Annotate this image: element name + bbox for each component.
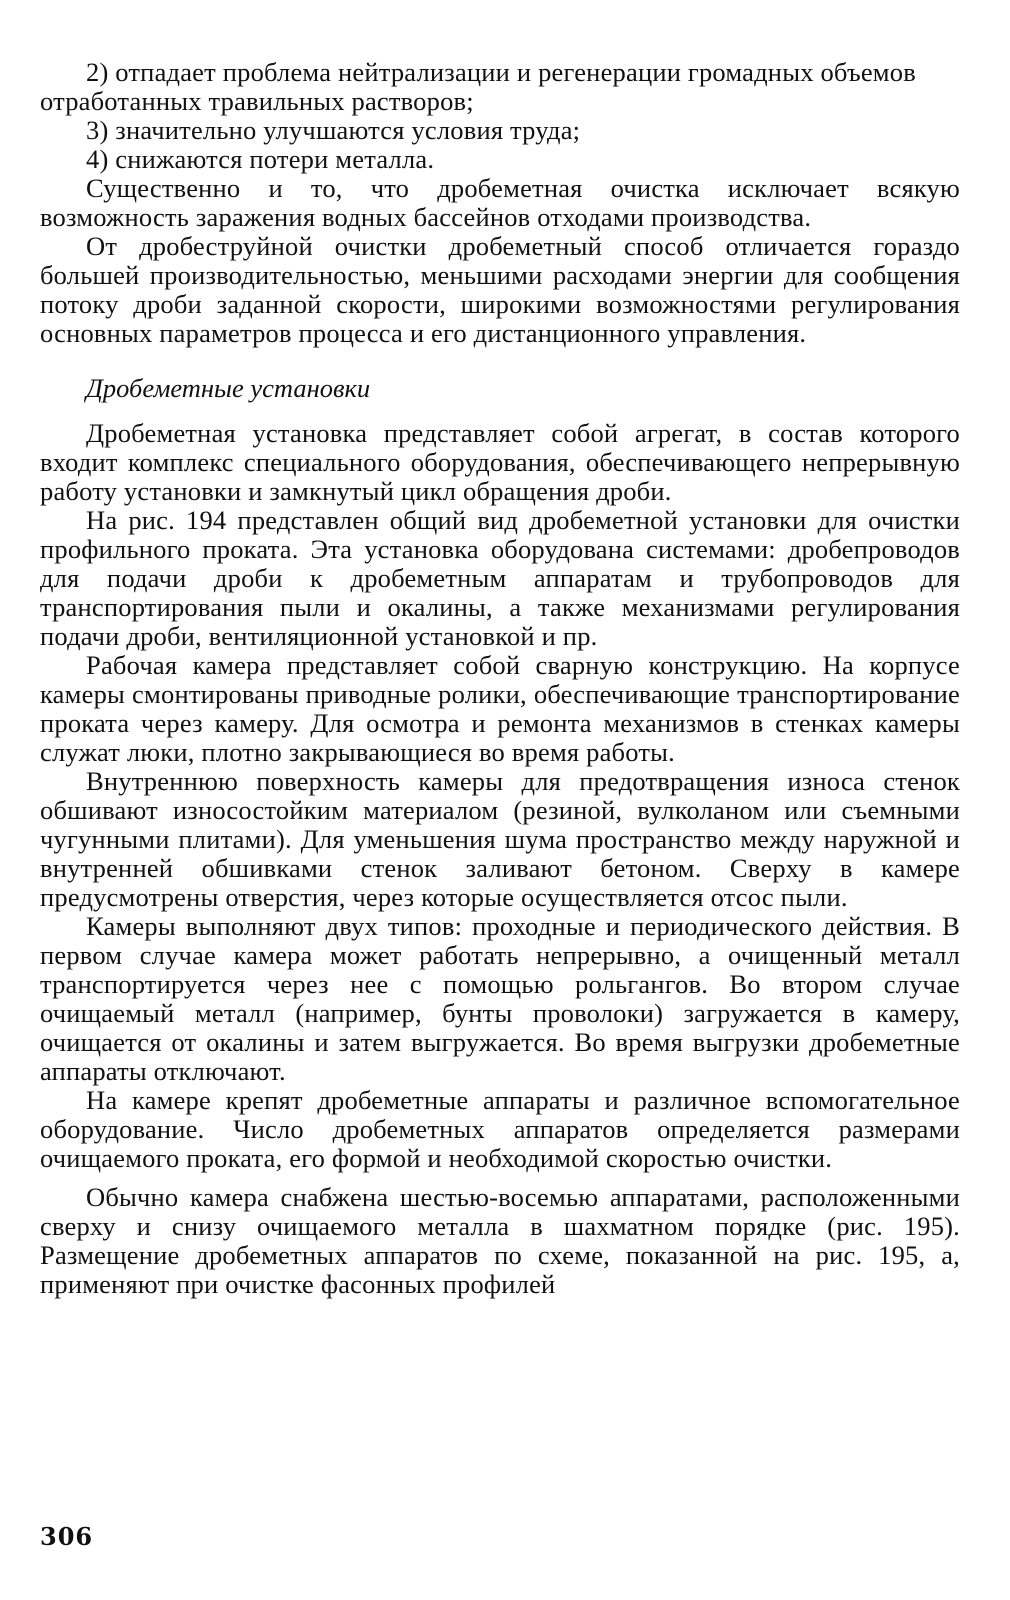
paragraph-equipment: На камере крепят дробеметные аппараты и различное вспомогательное оборудование. Число дробеметных аппаратов определяется размерами очищаемого проката, его формой и необходимой скоростью очистки. [40, 1085, 960, 1173]
page-body [40, 58, 960, 1538]
page-number: 306 [40, 1522, 94, 1551]
paragraph-pollution: Существенно и то, что дробеметная очистка исключает всякую возможность заражения водных бассейнов отходами производства. [40, 173, 960, 232]
paragraph-comparison: От дробеструйной очистки дробеметный способ отличается гораздо большей производительностью, меньшими расходами энергии для сообщения потоку дроби заданной скорости, широкими возможностями регулирования основных параметров процесса и его дистанционного управления. [40, 231, 960, 348]
paragraph-figure-194: На рис. 194 представлен общий вид дробеметной установки для очистки профильного проката. Эта установка оборудована системами: дробепроводов для подачи дроби к дробеметным аппаратам и трубопроводов для транспортирования пыли и окалины, а также механизмами регулирования подачи дроби, вентиляционной установкой и пр. [40, 505, 960, 651]
paragraph-arrangement: Обычно камера снабжена шестью-восемью аппаратами, расположенными сверху и снизу очищаемого металла в шахматном порядке (рис. 195). Размещение дробеметных аппаратов по схеме, показанной на рис. 195, а, применяют при очистке фасонных профилей [40, 1182, 960, 1299]
paragraph-chamber-types: Камеры выполняют двух типов: проходные и периодического действия. В первом случае камера может работать непрерывно, а очищенный металл транспортируется через нее с помощью рольгангов. Во втором случае очищаемый металл (например, бунты проволоки) загружается в камеру, очищается от окалины и затем выгружается. Во время выгрузки дробеметные аппараты отключают. [40, 911, 960, 1086]
paragraph-inner-surface: Внутреннюю поверхность камеры для предотвращения износа стенок обшивают износостойким материалом (резиной, вулколаном или съемными чугунными плитами). Для уменьшения шума пространство между наружной и внутренней обшивками стенок заливают бетоном. Сверху в камере предусмотрены отверстия, через которые осуществляется отсос пыли. [40, 766, 960, 912]
section-heading: Дробеметные установки [86, 373, 371, 403]
paragraph-working-chamber: Рабочая камера представляет собой сварную конструкцию. На корпусе камеры смонтированы приводные ролики, обеспечивающие транспортирование проката через камеру. Для осмотра и ремонта механизмов в стенках камеры служат люки, плотно закрывающиеся во время работы. [40, 650, 960, 767]
list-item-2: 2) отпадает проблема нейтрализации и регенерации громадных объемов отработанных травильных растворов; [40, 57, 916, 116]
list-item-3: 3) значительно улучшаются условия труда; [86, 115, 581, 145]
list-item-4: 4) снижаются потери металла. [86, 144, 435, 174]
paragraph-installation: Дробеметная установка представляет собой агрегат, в состав которого входит комплекс специального оборудования, обеспечивающего непрерывную работу установки и замкнутый цикл обращения дроби. [40, 418, 960, 506]
